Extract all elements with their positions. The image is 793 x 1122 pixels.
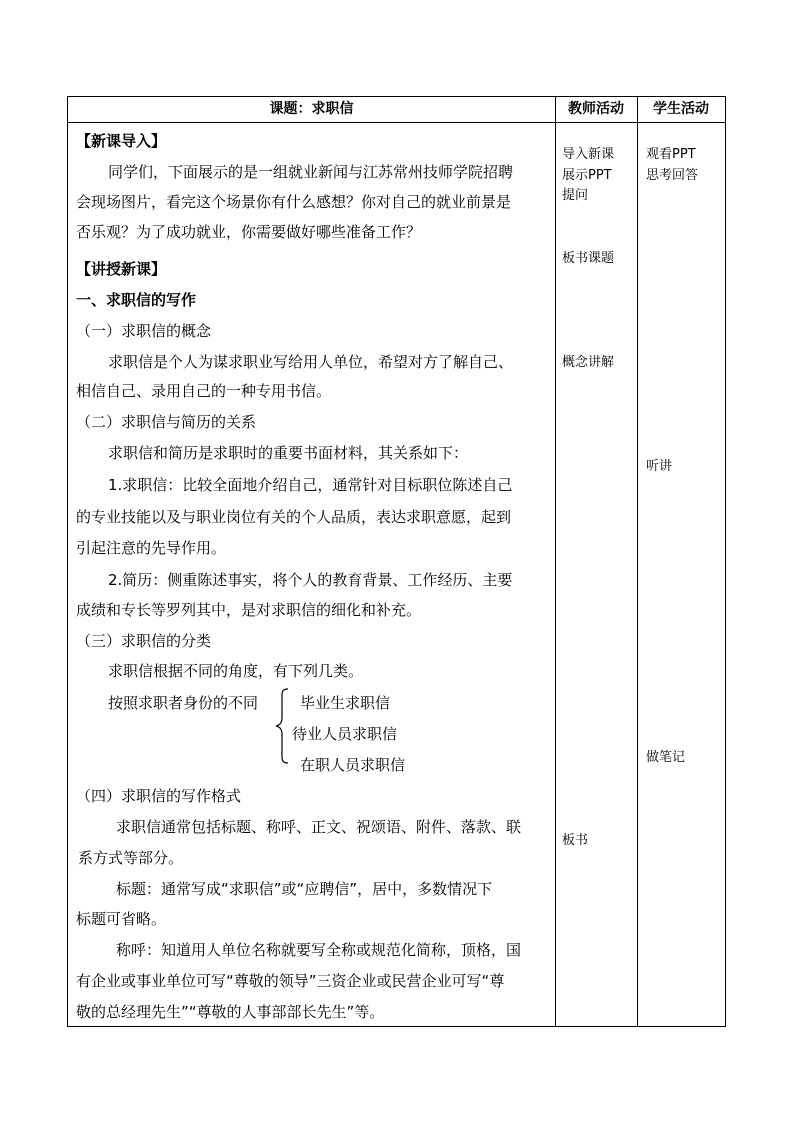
subsection-format: （四）求职信的写作格式 xyxy=(76,787,242,805)
concept-line-1: 求职信是个人为谋求职业写给用人单位，希望对方了解自己、 xyxy=(108,353,514,371)
subsection-classify: （三）求职信的分类 xyxy=(76,632,212,650)
relation-line-3: 的专业技能以及与职业岗位有关的个人品质，表达求职意愿，起到 xyxy=(76,508,512,526)
relation-line-6: 成绩和专长等罗列其中，是对求职信的细化和补充。 xyxy=(76,601,422,619)
student-intro-2: 思考回答 xyxy=(646,168,699,183)
relation-line-5: 2.简历：侧重陈述事实，将个人的教育背景、工作经历、主要 xyxy=(108,571,513,589)
teacher-board: 板书 xyxy=(562,833,589,848)
classify-item-employed: 在职人员求职信 xyxy=(300,756,406,774)
format-line-3: 标题：通常写成“求职信”或“应聘信”，居中，多数情况下 xyxy=(116,880,493,898)
student-intro-1: 观看PPT xyxy=(646,147,696,162)
column-divider-1 xyxy=(555,97,556,1026)
format-line-5: 称呼：知道用人单位名称就要写全称或规范化简称，顶格，国 xyxy=(116,941,522,959)
relation-line-1: 求职信和简历是求职时的重要书面材料，其关系如下： xyxy=(108,444,469,462)
intro-line-1: 同学们，下面展示的是一组就业新闻与江苏常州技师学院招聘 xyxy=(108,163,514,181)
intro-heading: 【新课导入】 xyxy=(76,132,167,150)
teacher-activity-header: 教师活动 xyxy=(568,101,624,117)
format-line-6: 有企业或事业单位可写“尊敬的领导”三资企业或民营企业可写“尊 xyxy=(76,972,505,990)
subsection-relation: （二）求职信与简历的关系 xyxy=(76,413,257,431)
section-writing: 一、求职信的写作 xyxy=(76,291,197,309)
brace-icon xyxy=(273,687,291,765)
classify-item-unemployed: 待业人员求职信 xyxy=(292,725,398,743)
classify-item-graduate: 毕业生求职信 xyxy=(300,694,391,712)
classify-label: 按照求职者身份的不同 xyxy=(108,694,259,712)
teacher-intro-1: 导入新课 xyxy=(562,147,615,162)
concept-line-2: 相信自己、录用自己的一种专用书信。 xyxy=(76,382,332,400)
lesson-title: 课题：求职信 xyxy=(269,101,354,117)
intro-line-3: 否乐观？为了成功就业，你需要做好哪些准备工作？ xyxy=(76,223,422,241)
relation-line-4: 引起注意的先导作用。 xyxy=(76,539,227,557)
teacher-concept: 概念讲解 xyxy=(562,355,615,370)
lesson-table xyxy=(67,96,726,1027)
format-line-4: 标题可省略。 xyxy=(76,910,167,928)
teacher-title-board: 板书课题 xyxy=(562,251,615,266)
teacher-intro-2: 展示PPT xyxy=(562,168,612,183)
intro-line-2: 会现场图片，看完这个场景你有什么感想？你对自己的就业前景是 xyxy=(76,193,512,211)
lecture-heading: 【讲授新课】 xyxy=(76,260,167,278)
subsection-concept: （一）求职信的概念 xyxy=(76,322,212,340)
teacher-intro-3: 提问 xyxy=(562,188,589,203)
format-line-1: 求职信通常包括标题、称呼、正文、祝颂语、附件、落款、联 xyxy=(116,818,522,836)
student-activity-header: 学生活动 xyxy=(653,101,709,117)
classify-line: 求职信根据不同的角度，有下列几类。 xyxy=(108,662,364,680)
format-line-7: 敬的总经理先生”“尊敬的人事部部长先生”等。 xyxy=(76,1003,385,1021)
student-listen: 听讲 xyxy=(646,459,673,474)
relation-line-2: 1.求职信：比较全面地介绍自己，通常针对目标职位陈述自己 xyxy=(108,476,513,494)
format-line-2: 系方式等部分。 xyxy=(78,849,184,867)
column-divider-2 xyxy=(637,97,638,1026)
student-notes: 做笔记 xyxy=(646,750,686,765)
